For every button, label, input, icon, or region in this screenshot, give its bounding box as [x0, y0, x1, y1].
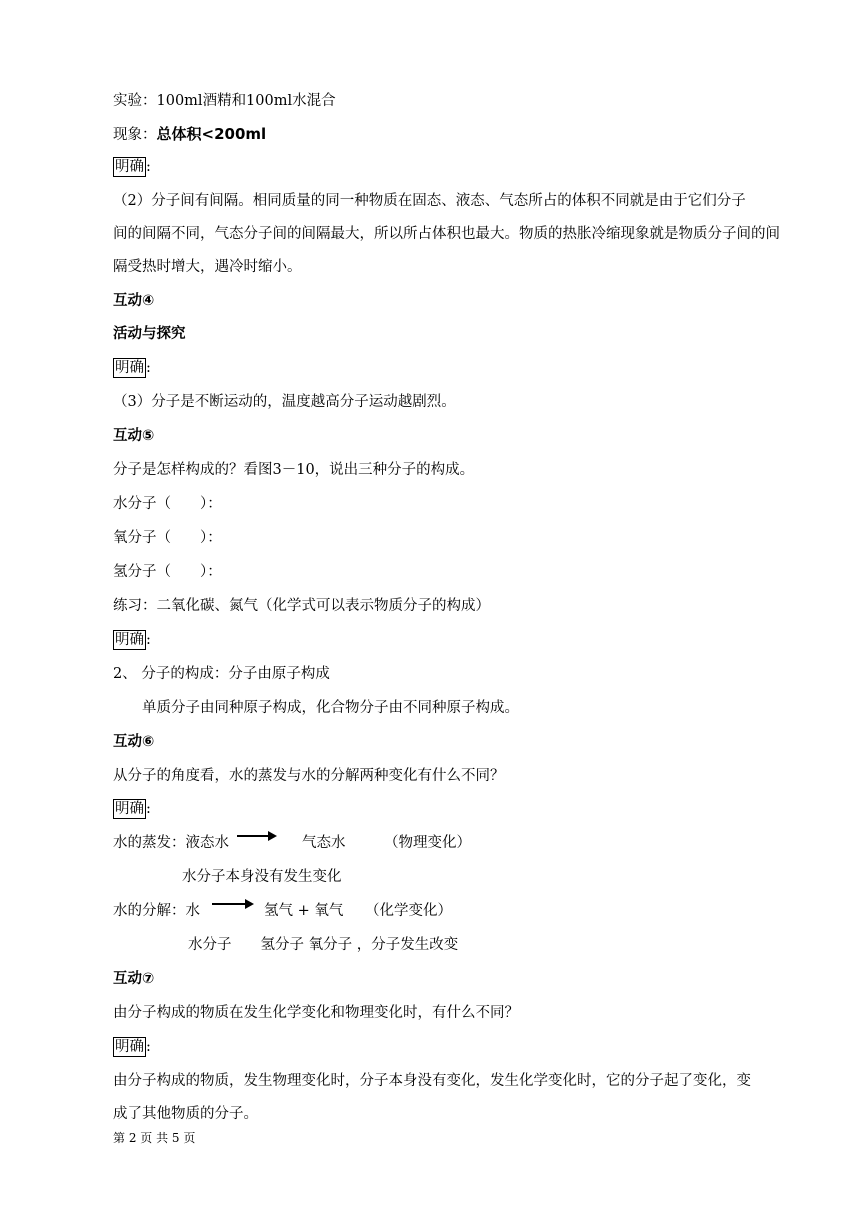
clarify-colon: : [146, 360, 151, 376]
section-2-detail: 单质分子由同种原子构成，化合物分子由不同种原子构成。 [142, 700, 519, 716]
section-2-line: 2、 分子的构成：分子由原子构成 [113, 666, 330, 682]
clarify-label-3 [113, 630, 151, 650]
clarify-label-5 [113, 1037, 151, 1057]
page-footer: 第 2 页 共 5 页 [113, 1131, 196, 1145]
conclusion-line-2: 成了其他物质的分子。 [113, 1106, 258, 1122]
conclusion-line-1: 由分子构成的物质，发生物理变化时，分子本身没有变化，发生化学变化时，它的分子起了变化，变 [113, 1073, 751, 1089]
interact-4-heading: 互动④ [113, 293, 155, 309]
interact-6-heading: 互动⑥ [113, 734, 155, 750]
decomposition-result: 氢气 + 氧气 [264, 903, 344, 919]
clarify-label-1 [113, 157, 151, 177]
water-molecule-line: 水分子（ ）： [113, 496, 222, 512]
clarify-colon: : [146, 632, 151, 648]
question-5: 分子是怎样构成的？看图3－10，说出三种分子的构成。 [113, 462, 475, 478]
point2-line-3: 隔受热时增大，遇冷时缩小。 [113, 259, 302, 275]
interact-5-heading: 互动⑤ [113, 428, 155, 444]
evaporation-type: （物理变化） [384, 835, 471, 851]
evaporation-note: 水分子本身没有发生变化 [182, 869, 342, 885]
decomposition-type: （化学变化） [365, 903, 452, 919]
question-6: 从分子的角度看，水的蒸发与水的分解两种变化有什么不同？ [113, 768, 505, 784]
clarify-colon: : [146, 801, 151, 817]
clarify-box: 明确 [115, 632, 144, 648]
clarify-box: 明确 [115, 360, 144, 376]
clarify-label-4 [113, 799, 151, 819]
decomposition-note: 水分子 氢分子 氧分子 ，分子发生改变 [188, 937, 459, 953]
oxygen-molecule-line: 氧分子（ ）： [113, 530, 222, 546]
evaporation-arrow-icon [237, 835, 275, 837]
evaporation-label: 水的蒸发：液态水 [113, 835, 229, 851]
phenomenon-value: 总体积<200ml [156, 125, 267, 143]
activity-heading: 活动与探究 [113, 326, 186, 342]
phenomenon-label: 现象： [113, 127, 157, 143]
clarify-box: 明确 [115, 159, 144, 175]
point3-line: （3）分子是不断运动的，温度越高分子运动越剧烈。 [113, 394, 456, 410]
point2-line-1: （2）分子间有间隔。相同质量的同一种物质在固态、液态、气态所占的体积不同就是由于它们分子 [113, 193, 746, 209]
hydrogen-molecule-line: 氢分子（ ）： [113, 564, 222, 580]
point2-line-2: 间的间隔不同，气态分子间的间隔最大，所以所占体积也最大。物质的热胀冷缩现象就是物质分子间的间 [113, 226, 780, 242]
clarify-box: 明确 [115, 1039, 144, 1055]
interact-7-heading: 互动⑦ [113, 971, 155, 987]
decomposition-arrow-icon [212, 903, 252, 905]
clarify-box: 明确 [115, 801, 144, 817]
phenomenon-line [113, 124, 266, 145]
clarify-colon: : [146, 1039, 151, 1055]
experiment-line: 实验：100ml酒精和100ml水混合 [113, 93, 336, 109]
clarify-label-2 [113, 358, 151, 378]
decomposition-label: 水的分解：水 [113, 903, 200, 919]
practice-line: 练习：二氧化碳、氮气（化学式可以表示物质分子的构成） [113, 598, 490, 614]
evaporation-result: 气态水 [302, 835, 346, 851]
clarify-colon: : [146, 159, 151, 175]
question-7: 由分子构成的物质在发生化学变化和物理变化时，有什么不同？ [113, 1005, 519, 1021]
